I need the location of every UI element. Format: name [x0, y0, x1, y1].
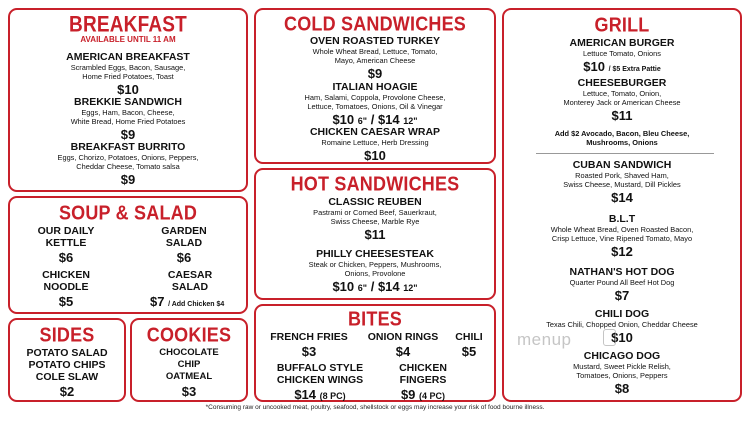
- item-name: KETTLE: [45, 237, 87, 249]
- item-name: CHILI DOG: [594, 308, 650, 320]
- soup-salad-title: SOUP & SALAD: [58, 201, 198, 224]
- item-desc: Lettuce, Tomatoes, Onions, Oil & Vinegar: [307, 102, 443, 111]
- item-price: $5: [58, 294, 74, 309]
- item-name: CLASSIC REUBEN: [328, 196, 422, 208]
- item-price-row: [136, 294, 244, 312]
- price-separator: /: [370, 279, 375, 294]
- item-name: CHICKEN: [399, 362, 447, 374]
- item-price-row: [270, 387, 370, 404]
- item-desc: Crisp Lettuce, Vine Ripened Tomato, Mayo: [551, 234, 693, 243]
- cookies-panel: [130, 318, 248, 402]
- item-name: GARDEN: [161, 225, 207, 237]
- watermark-text: menup: [517, 330, 572, 349]
- menu-item: [504, 350, 740, 396]
- item-note: (8 PC): [319, 391, 346, 401]
- item-price: $9: [400, 387, 416, 402]
- item-name: BUFFALO STYLE: [276, 362, 364, 374]
- menu-item: [504, 159, 740, 205]
- menu-item: [270, 362, 370, 404]
- hot-sandwiches-title: HOT SANDWICHES: [290, 172, 460, 195]
- item-price: $6: [176, 250, 192, 265]
- item-price: $7: [614, 288, 630, 303]
- item-desc: Scrambled Eggs, Bacon, Sausage,: [70, 63, 186, 72]
- item-name: NOODLE: [43, 281, 89, 293]
- addon-line: Mushrooms, Onions: [586, 138, 658, 147]
- item-name: PHILLY CHEESESTEAK: [316, 248, 434, 260]
- item-price: $10: [611, 330, 633, 345]
- breakfast-title: BREAKFAST: [69, 13, 187, 38]
- item-name: CHILI: [455, 331, 483, 343]
- cold-sandwiches-title: COLD SANDWICHES: [284, 12, 466, 35]
- item-name: ONION RINGS: [367, 331, 439, 343]
- menu-item: [262, 331, 356, 359]
- cookies-title: COOKIES: [146, 323, 232, 346]
- item-name: B.L.T: [608, 213, 636, 225]
- menu-item: [256, 35, 494, 81]
- item-name: CHICAGO DOG: [583, 350, 661, 362]
- item-price: $6: [58, 250, 74, 265]
- item-price: $3: [301, 344, 317, 359]
- price-separator: /: [370, 112, 375, 127]
- item-price: $10: [332, 279, 355, 294]
- item-desc: Mayo, American Cheese: [334, 56, 416, 65]
- cold-sandwiches-panel: [254, 8, 496, 164]
- item-desc: Swiss Cheese, Marble Rye: [330, 217, 420, 226]
- item-name: AMERICAN BURGER: [569, 37, 675, 49]
- list-item: POTATO CHIPS: [28, 359, 106, 371]
- item-name: BREAKFAST BURRITO: [70, 141, 186, 153]
- item-desc: Lettuce Tomato, Onions: [583, 49, 661, 58]
- item-price: $14: [377, 279, 400, 294]
- item-desc: Eggs, Chorizo, Potatoes, Onions, Peppers,: [57, 153, 199, 162]
- item-name: ITALIAN HOAGIE: [332, 81, 418, 93]
- item-price: $10: [364, 148, 386, 163]
- item-price: $7: [150, 294, 165, 309]
- bites-panel: [254, 304, 496, 402]
- item-desc: Eggs, Ham, Bacon, Cheese,: [81, 108, 175, 117]
- item-desc: Whole Wheat Bread, Lettuce, Tomato,: [312, 47, 438, 56]
- breakfast-panel: [8, 8, 248, 192]
- list-item: CHOCOLATE: [159, 347, 219, 358]
- item-name: OUR DAILY: [37, 225, 95, 237]
- menu-item: [504, 37, 740, 77]
- item-name: CHICKEN WINGS: [276, 374, 364, 386]
- menu-icon: [603, 329, 616, 346]
- item-price-row: [504, 59, 740, 77]
- menu-item: [448, 331, 490, 359]
- item-price: $4: [395, 344, 411, 359]
- item-desc: White Bread, Home Fried Potatoes: [70, 117, 186, 126]
- item-desc: Monterey Jack or American Cheese: [563, 98, 681, 107]
- breakfast-subtitle: AVAILABLE UNTIL 11 AM: [80, 35, 176, 44]
- item-desc: Onions, Provolone: [344, 269, 406, 278]
- item-desc: Whole Wheat Bread, Oven Roasted Bacon,: [550, 225, 694, 234]
- menu-item: [504, 77, 740, 123]
- item-name: CAESAR: [167, 269, 213, 281]
- item-desc: Texas Chili, Chopped Onion, Cheddar Cheese: [546, 320, 698, 329]
- menu-item: [10, 96, 246, 142]
- menu-item: [382, 362, 464, 404]
- item-desc: Cheddar Cheese, Tomato salsa: [76, 162, 180, 171]
- item-desc: Quarter Pound All Beef Hot Dog: [569, 278, 675, 287]
- item-name: FINGERS: [399, 374, 447, 386]
- item-price-row: [382, 387, 464, 404]
- item-name: NATHAN'S HOT DOG: [569, 266, 675, 278]
- item-desc: Mustard, Sweet Pickle Relish,: [573, 362, 671, 371]
- item-price: $8: [614, 381, 630, 396]
- item-desc: Tomatoes, Onions, Peppers: [576, 371, 668, 380]
- item-note: / $5 Extra Pattie: [608, 66, 661, 73]
- item-desc: Ham, Salami, Coppola, Provolone Cheese,: [304, 93, 446, 102]
- item-price: $14: [294, 387, 317, 402]
- item-desc: Pastrami or Corned Beef, Sauerkraut,: [313, 208, 437, 217]
- menu-item: [360, 331, 446, 359]
- addon-line: Add $2 Avocado, Bacon, Bleu Cheese,: [554, 129, 690, 138]
- menu-item: [256, 81, 494, 129]
- menu-item: [24, 269, 108, 309]
- item-name: SALAD: [165, 237, 203, 249]
- item-price: $5: [461, 344, 477, 359]
- item-name: CHEESEBURGER: [577, 77, 667, 89]
- item-price: $11: [611, 108, 633, 123]
- item-price: $12: [611, 244, 633, 259]
- item-price: $10: [117, 82, 139, 97]
- item-name: BREKKIE SANDWICH: [74, 96, 182, 108]
- item-price: $14: [611, 190, 633, 205]
- list-item: POTATO SALAD: [26, 347, 108, 359]
- item-size: 12": [403, 283, 418, 293]
- menu-list: [132, 347, 246, 399]
- grill-title: GRILL: [594, 13, 650, 36]
- item-name: AMERICAN BREAKFAST: [66, 51, 190, 63]
- item-note: / Add Chicken $4: [168, 301, 225, 308]
- item-name: CHICKEN: [42, 269, 90, 281]
- menu-item: [136, 269, 244, 312]
- addon-note: [504, 129, 740, 147]
- item-desc: Lettuce, Tomato, Onion,: [582, 89, 662, 98]
- item-desc: Romaine Lettuce, Herb Dressing: [321, 138, 429, 147]
- item-name: CHICKEN CAESAR WRAP: [309, 126, 441, 138]
- sides-panel: [8, 318, 126, 402]
- item-price: $10: [583, 59, 605, 74]
- sides-title: SIDES: [39, 323, 95, 346]
- menu-item: [24, 225, 108, 265]
- item-price: $2: [59, 384, 75, 399]
- item-desc: Roasted Pork, Shaved Ham,: [575, 171, 669, 180]
- item-price: $9: [120, 172, 136, 187]
- item-desc: Home Fried Potatoes, Toast: [82, 72, 174, 81]
- list-item: OATMEAL: [165, 371, 213, 382]
- soup-salad-panel: [8, 196, 248, 314]
- item-price: $14: [377, 112, 400, 127]
- disclaimer: *Consuming raw or uncooked meat, poultry, seafood, shellstock or eggs may increase your risk of food bourne illness.: [205, 404, 545, 411]
- item-name: OVEN ROASTED TURKEY: [309, 35, 441, 47]
- item-price: $9: [367, 66, 383, 81]
- item-name: CUBAN SANDWICH: [572, 159, 672, 171]
- item-desc: Steak or Chicken, Peppers, Mushrooms,: [308, 260, 442, 269]
- item-size: 6": [357, 116, 368, 126]
- list-item: COLE SLAW: [35, 371, 99, 383]
- menu-item: [256, 126, 494, 163]
- item-name: FRENCH FRIES: [270, 331, 348, 343]
- item-note: (4 PC): [419, 391, 446, 401]
- item-size: 6": [357, 283, 368, 293]
- item-price-row: [256, 279, 494, 296]
- section-divider: [536, 153, 714, 154]
- list-item: CHIP: [177, 359, 201, 370]
- menu-item: [10, 141, 246, 187]
- item-desc: Swiss Cheese, Mustard, Dill Pickles: [563, 180, 681, 189]
- menu-item: [256, 196, 494, 242]
- item-price: $3: [181, 384, 197, 399]
- item-price: $9: [120, 127, 136, 142]
- menu-item: [10, 51, 246, 97]
- menu-item: [504, 266, 740, 303]
- item-name: SALAD: [171, 281, 209, 293]
- menu-item: [256, 248, 494, 296]
- item-price: $11: [364, 227, 386, 242]
- bites-title: BITES: [347, 307, 402, 330]
- menu-list: [10, 347, 124, 399]
- hot-sandwiches-panel: [254, 168, 496, 300]
- item-price: $10: [332, 112, 355, 127]
- item-size: 12": [403, 116, 418, 126]
- menu-item: [504, 213, 740, 259]
- menu-item: [140, 225, 228, 265]
